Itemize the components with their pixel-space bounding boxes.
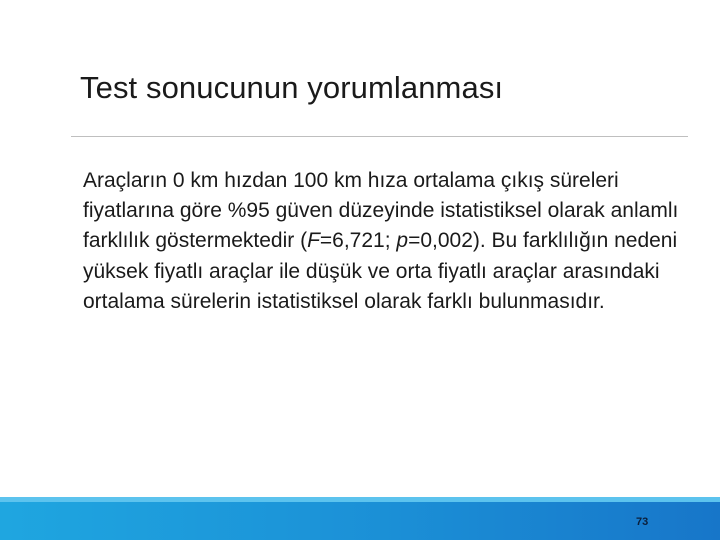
p-value-symbol: p [396, 229, 409, 253]
footer-bar [0, 497, 720, 540]
body-text-part-1: Araçların 0 km hızdan 100 km hıza ortalama çıkış süreleri fiyatlarına göre %95 güven düzeyinde istatistiksel olarak anlamlı farklılık göstermektedir ( [83, 169, 679, 253]
slide-title: Test sonucunun yorumlanması [80, 70, 504, 105]
slide-body-text [83, 166, 693, 317]
f-statistic-symbol: F [307, 229, 320, 253]
page-number: 73 [636, 516, 649, 528]
body-text-part-2: =6,721; [319, 229, 397, 253]
title-divider [71, 136, 688, 137]
body-text-part-3: =0,002). Bu farklılığın nedeni yüksek fiyatlı araçlar ile düşük ve orta fiyatlı araçlar arasındaki ortalama sürelerin istatistiksel olarak farklı bulunmasıdır. [83, 229, 678, 313]
